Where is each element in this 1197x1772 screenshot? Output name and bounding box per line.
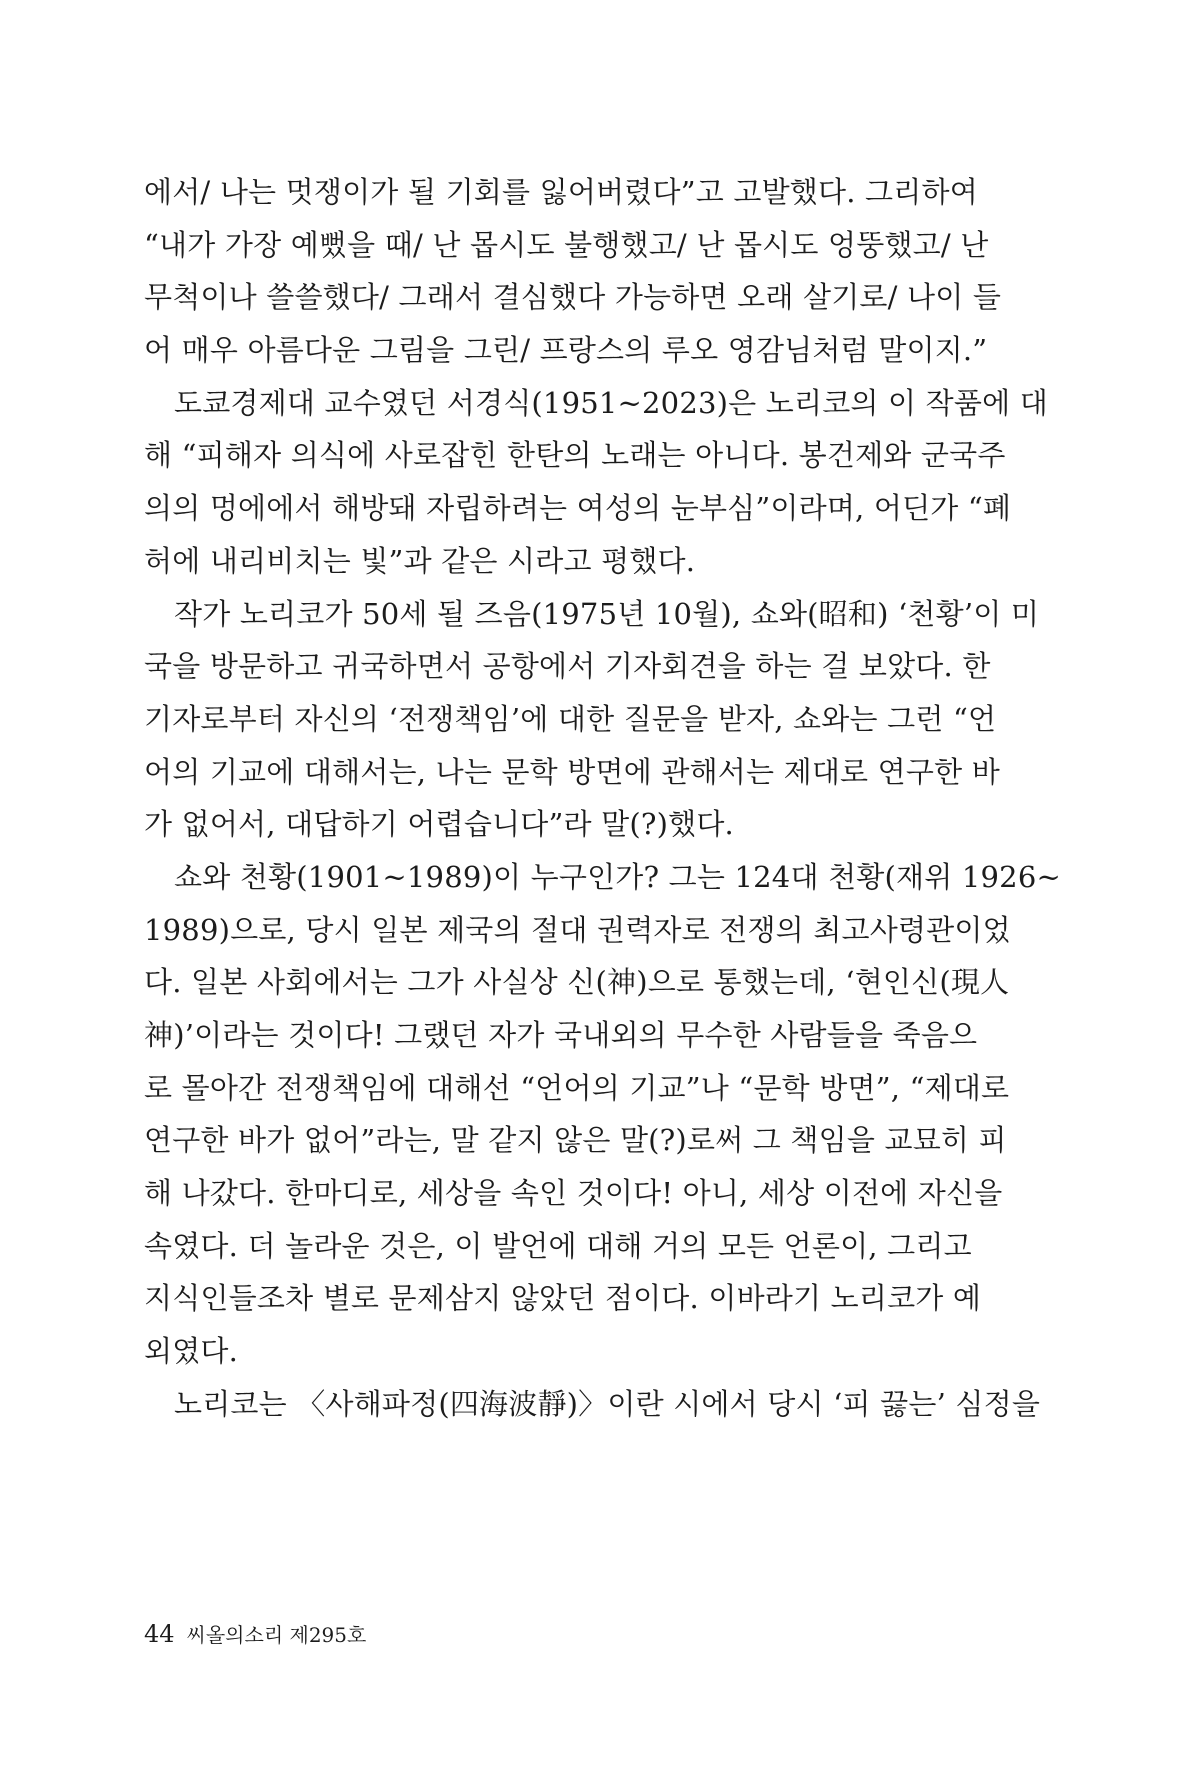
body-text (144, 166, 1064, 1431)
text-line: 연구한 바가 없어”라는, 말 같지 않은 말(?)로써 그 책임을 교묘히 피 (144, 1123, 1007, 1158)
journal-title: 씨올의소리 제295호 (186, 1623, 367, 1647)
text-line: 도쿄경제대 교수였던 서경식(1951~2023)은 노리코의 이 작품에 대 (174, 385, 1048, 420)
text-line: 해 나갔다. 한마디로, 세상을 속인 것이다! 아니, 세상 이전에 자신을 (144, 1176, 1003, 1211)
text-line: 쇼와 천황(1901~1989)이 누구인가? 그는 124대 천황(재위 1926~ (174, 859, 1061, 894)
text-line: “내가 가장 예뻤을 때/ 난 몹시도 불행했고/ 난 몹시도 엉뚱했고/ 난 (144, 227, 989, 262)
text-line: 가 없어서, 대답하기 어렵습니다”라 말(?)했다. (144, 807, 734, 842)
text-line: 神)’이라는 것이다! 그랬던 자가 국내외의 무수한 사람들을 죽음으 (144, 1018, 978, 1052)
text-line: 어 매우 아름다운 그림을 그린/ 프랑스의 루오 영감님처럼 말이지.” (144, 333, 988, 368)
text-line: 다. 일본 사회에서는 그가 사실상 신(神)으로 통했는데, ‘현인신(現人 (144, 965, 1010, 1000)
text-line: 무척이나 쓸쓸했다/ 그래서 결심했다 가능하면 오래 살기로/ 나이 들 (144, 280, 1002, 315)
text-line: 기자로부터 자신의 ‘전쟁책임’에 대한 질문을 받자, 쇼와는 그런 “언 (144, 701, 997, 736)
text-line: 에서/ 나는 멋쟁이가 될 기회를 잃어버렸다”고 고발했다. 그리하여 (144, 175, 978, 209)
text-line: 1989)으로, 당시 일본 제국의 절대 권력자로 전쟁의 최고사령관이었 (144, 912, 1011, 947)
text-line: 의의 멍에에서 해방돼 자립하려는 여성의 눈부심”이라며, 어딘가 “폐 (144, 491, 1012, 526)
text-line: 허에 내리비치는 빛”과 같은 시라고 평했다. (144, 543, 696, 578)
text-line: 속였다. 더 놀라운 것은, 이 발언에 대해 거의 모든 언론이, 그리고 (144, 1228, 972, 1263)
text-line: 해 “피해자 의식에 사로잡힌 한탄의 노래는 아니다. 봉건제와 군국주 (144, 438, 1006, 473)
text-line: 노리코는 〈사해파정(四海波靜)〉이란 시에서 당시 ‘피 끓는’ 심정을 (174, 1386, 1041, 1421)
text-line: 로 몰아간 전쟁책임에 대해선 “언어의 기교”나 “문학 방면”, “제대로 (144, 1070, 1010, 1105)
page-footer (144, 1619, 366, 1648)
text-line: 작가 노리코가 50세 될 즈음(1975년 10월), 쇼와(昭和) ‘천황’이 미 (174, 596, 1040, 631)
text-line: 국을 방문하고 귀국하면서 공항에서 기자회견을 하는 걸 보았다. 한 (144, 649, 991, 684)
page-number: 44 (144, 1620, 175, 1648)
text-line: 외였다. (144, 1334, 239, 1369)
text-line: 지식인들조차 별로 문제삼지 않았던 점이다. 이바라기 노리코가 예 (144, 1281, 982, 1316)
text-line: 어의 기교에 대해서는, 나는 문학 방면에 관해서는 제대로 연구한 바 (144, 754, 1000, 789)
